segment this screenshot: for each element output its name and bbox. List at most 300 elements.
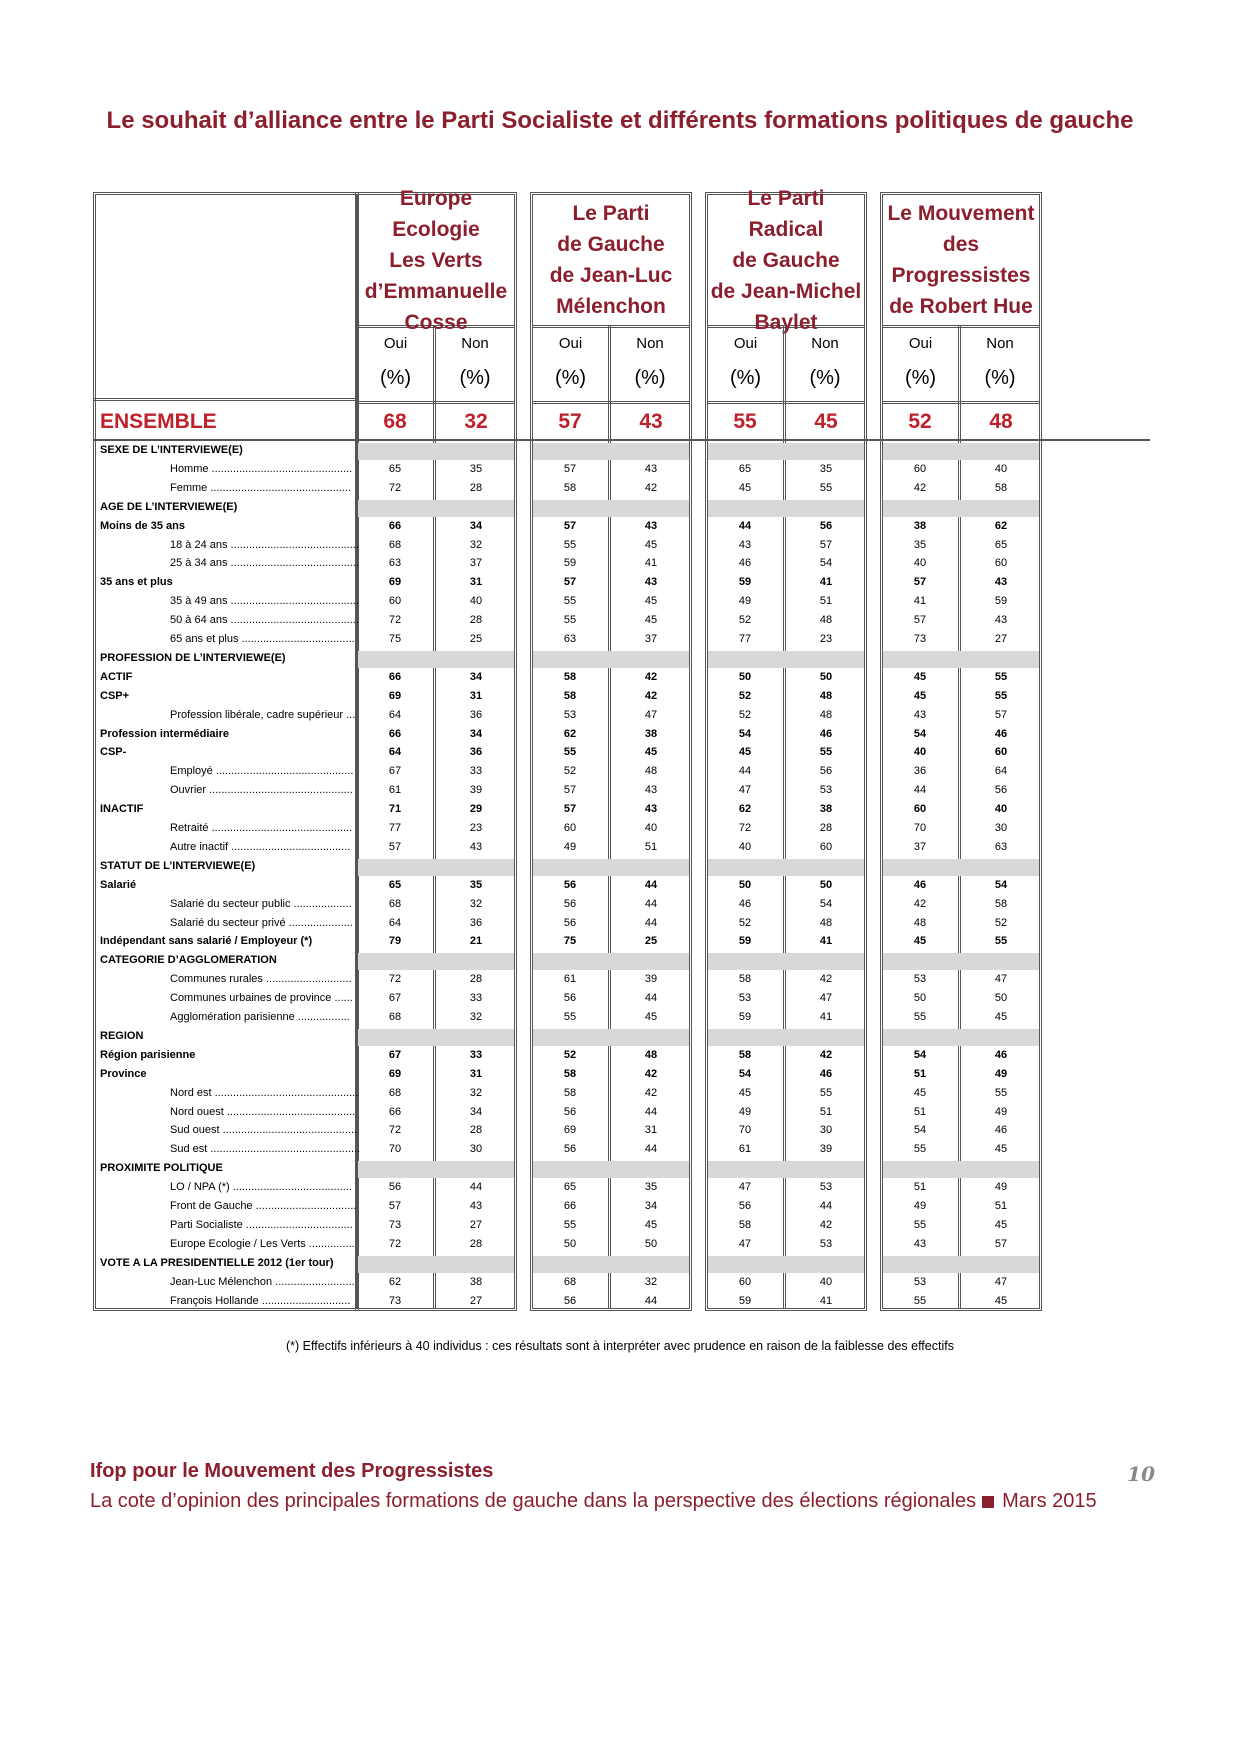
row-label: Jean-Luc Mélenchon .......................... <box>170 1275 355 1288</box>
cell-value: 56 <box>563 897 577 910</box>
section-shade <box>358 953 514 970</box>
percent-label: (%) <box>809 367 841 389</box>
non-label: Non <box>461 335 489 352</box>
row-label: Europe Ecologie / Les Verts ............... <box>170 1237 355 1250</box>
cell-value: 46 <box>994 727 1008 740</box>
group-label: CSP+ <box>100 689 130 702</box>
oui-header <box>708 325 786 401</box>
cell-value: 58 <box>563 689 577 702</box>
cell-value: 48 <box>644 765 658 778</box>
cell-value: 44 <box>644 992 658 1005</box>
cell-value: 63 <box>994 840 1008 853</box>
cell-value: 43 <box>913 1237 927 1250</box>
cell-value: 33 <box>469 992 483 1005</box>
section-shade <box>533 1029 689 1046</box>
row-label: Employé ............................................. <box>170 765 354 778</box>
cell-value: 36 <box>469 916 483 929</box>
cell-value: 52 <box>563 765 577 778</box>
cell-value: 34 <box>469 727 483 740</box>
cell-value: 49 <box>563 840 577 853</box>
cell-value: 44 <box>644 916 658 929</box>
cell-value: 56 <box>388 1181 402 1194</box>
cell-value: 28 <box>469 614 483 627</box>
cell-value: 45 <box>644 538 658 551</box>
ensemble-value: 32 <box>464 410 488 433</box>
cell-value: 69 <box>388 576 402 589</box>
page-number: 10 <box>1127 1462 1155 1486</box>
cell-value: 60 <box>388 595 402 608</box>
cell-value: 60 <box>563 822 577 834</box>
cell-value: 27 <box>469 1218 483 1231</box>
section-shade <box>708 500 864 517</box>
cell-value: 55 <box>994 670 1008 683</box>
group-label: Profession intermédiaire <box>100 727 229 740</box>
cell-value: 66 <box>388 519 402 532</box>
cell-value: 58 <box>994 481 1008 494</box>
cell-value: 32 <box>644 1275 658 1288</box>
column-header <box>358 186 514 334</box>
cell-value: 31 <box>469 576 483 589</box>
cell-value: 45 <box>644 1218 658 1231</box>
cell-value: 49 <box>738 1105 752 1118</box>
cell-value: 41 <box>819 1011 833 1023</box>
footer-study-title: La cote d’opinion des principales formations de gauche dans la perspective des élections régionales <box>90 1490 977 1512</box>
section-shade <box>708 953 864 970</box>
column-header-line: d’Emmanuelle <box>364 279 508 303</box>
row-label: Sud ouest ............................................ <box>170 1124 358 1137</box>
cell-value: 41 <box>819 1294 833 1307</box>
cell-value: 45 <box>913 935 927 948</box>
cell-value: 68 <box>388 1086 402 1099</box>
column-header-line: Le Parti <box>572 202 650 225</box>
cell-value: 58 <box>563 670 577 683</box>
cell-value: 44 <box>469 1181 483 1194</box>
cell-value: 27 <box>994 633 1008 645</box>
ensemble-value: 45 <box>814 410 838 433</box>
row-label: LO / NPA (*) ....................................... <box>170 1181 352 1194</box>
cell-value: 43 <box>469 840 483 853</box>
section-shade <box>883 500 1039 517</box>
cell-value: 43 <box>738 538 752 551</box>
cell-value: 52 <box>994 916 1008 929</box>
percent-label: (%) <box>984 367 1016 389</box>
cell-value: 55 <box>913 1143 927 1156</box>
cell-value: 45 <box>994 1011 1008 1023</box>
cell-value: 33 <box>469 1048 483 1061</box>
cell-value: 55 <box>913 1011 927 1023</box>
cell-value: 42 <box>644 689 658 702</box>
cell-value: 47 <box>994 1275 1008 1288</box>
cell-value: 57 <box>819 538 833 551</box>
cell-value: 34 <box>469 670 483 683</box>
sub-header <box>883 325 1039 404</box>
row-label: Nord est ............................................... <box>170 1086 359 1099</box>
cell-value: 55 <box>563 746 577 759</box>
cell-value: 57 <box>388 1200 402 1212</box>
cell-value: 57 <box>563 576 577 589</box>
cell-value: 21 <box>469 935 483 948</box>
cell-value: 37 <box>644 633 658 645</box>
row-label: Agglomération parisienne ................. <box>170 1011 350 1023</box>
cell-value: 35 <box>644 1181 658 1194</box>
ensemble-value: 57 <box>558 410 582 433</box>
cell-value: 45 <box>913 1086 927 1099</box>
cell-value: 54 <box>913 1124 927 1137</box>
cell-value: 47 <box>738 1181 752 1194</box>
cell-value: 32 <box>469 1011 483 1023</box>
label-header-separator <box>93 398 359 401</box>
percent-label: (%) <box>459 367 491 389</box>
cell-value: 45 <box>738 481 752 494</box>
cell-value: 49 <box>994 1067 1008 1080</box>
cell-value: 60 <box>738 1275 752 1288</box>
section-shade <box>533 859 689 876</box>
cell-value: 50 <box>563 1237 577 1250</box>
section-shade <box>883 443 1039 460</box>
cell-value: 68 <box>563 1275 577 1288</box>
cell-value: 51 <box>994 1200 1008 1212</box>
column-header-line: des Progressistes <box>891 233 1031 287</box>
cell-value: 54 <box>738 727 752 740</box>
oui-label: Oui <box>383 335 408 352</box>
group-label: ACTIF <box>100 670 133 683</box>
group-label: CSP- <box>100 746 127 759</box>
cell-value: 40 <box>994 803 1008 816</box>
cell-value: 53 <box>819 784 833 797</box>
row-label: Retraité .............................................. <box>170 822 353 834</box>
row-label: Ouvrier ............................................... <box>170 784 353 797</box>
cell-value: 44 <box>644 897 658 910</box>
cell-value: 54 <box>913 727 927 740</box>
cell-value: 43 <box>469 1200 483 1212</box>
cell-value: 31 <box>469 689 483 702</box>
cell-value: 72 <box>738 822 752 834</box>
group-label: Moins de 35 ans <box>100 519 185 532</box>
row-label: 65 ans et plus ..................................... <box>170 633 355 645</box>
cell-value: 50 <box>738 878 752 891</box>
column-header-line: Les Verts <box>389 248 483 272</box>
cell-value: 46 <box>913 878 927 891</box>
group-label: Province <box>100 1067 147 1080</box>
cell-value: 65 <box>388 878 402 891</box>
cell-value: 31 <box>644 1124 658 1137</box>
cell-value: 61 <box>388 784 402 797</box>
row-label: Profession libérale, cadre supérieur ... <box>170 708 356 721</box>
cell-value: 65 <box>563 1181 577 1194</box>
cell-value: 57 <box>563 784 577 797</box>
cell-value: 32 <box>469 538 483 551</box>
cell-value: 38 <box>644 727 658 740</box>
cell-value: 67 <box>388 992 402 1005</box>
row-label: 25 à 34 ans .......................................... <box>170 557 359 570</box>
cell-value: 60 <box>994 746 1008 759</box>
cell-value: 68 <box>388 1011 402 1023</box>
cell-value: 41 <box>913 595 927 608</box>
section-shade <box>708 651 864 668</box>
cell-value: 43 <box>644 462 658 475</box>
column-header-line: de Gauche <box>732 248 840 272</box>
cell-value: 50 <box>913 992 927 1005</box>
cell-value: 53 <box>819 1181 833 1194</box>
column-header-line: Le Parti Radical <box>747 186 825 241</box>
cell-value: 28 <box>469 1124 483 1137</box>
cell-value: 53 <box>563 708 577 721</box>
cell-value: 46 <box>994 1048 1008 1061</box>
cell-value: 68 <box>388 897 402 910</box>
cell-value: 45 <box>644 614 658 627</box>
cell-value: 67 <box>388 765 402 778</box>
cell-value: 44 <box>913 784 927 797</box>
cell-value: 43 <box>994 614 1008 627</box>
cell-value: 59 <box>738 935 752 948</box>
non-label: Non <box>636 335 664 352</box>
sub-header <box>358 325 514 404</box>
cell-value: 57 <box>563 462 577 475</box>
cell-value: 46 <box>819 1067 833 1080</box>
cell-value: 72 <box>388 614 402 627</box>
cell-value: 56 <box>563 878 577 891</box>
cell-value: 70 <box>738 1124 752 1137</box>
cell-value: 35 <box>913 538 927 551</box>
percent-label: (%) <box>634 367 666 389</box>
cell-value: 55 <box>913 1218 927 1231</box>
cell-value: 57 <box>994 1237 1008 1250</box>
section-shade <box>533 1256 689 1273</box>
cell-value: 53 <box>913 1275 927 1288</box>
section-heading: PROXIMITE POLITIQUE <box>100 1162 223 1175</box>
cell-value: 56 <box>819 519 833 532</box>
cell-value: 70 <box>388 1143 402 1156</box>
cell-value: 57 <box>563 519 577 532</box>
cell-value: 49 <box>994 1105 1008 1118</box>
column-header <box>708 186 864 334</box>
cell-value: 45 <box>644 595 658 608</box>
cell-value: 58 <box>563 481 577 494</box>
cell-value: 44 <box>738 519 752 532</box>
cell-value: 56 <box>563 992 577 1005</box>
section-heading: SEXE DE L’INTERVIEWE(E) <box>100 444 243 456</box>
section-heading: PROFESSION DE L’INTERVIEWE(E) <box>100 651 286 664</box>
column-header-line: de Jean-Michel <box>710 279 862 303</box>
group-label: Salarié <box>100 878 137 891</box>
cell-value: 50 <box>819 670 833 683</box>
cell-value: 55 <box>563 595 577 608</box>
cell-value: 64 <box>388 916 402 929</box>
row-label: Salarié du secteur privé ..................... <box>170 916 353 929</box>
section-shade <box>883 1161 1039 1178</box>
cell-value: 45 <box>738 746 752 759</box>
cell-value: 65 <box>388 462 402 475</box>
oui-label: Oui <box>908 335 933 352</box>
cell-value: 27 <box>469 1294 483 1307</box>
section-shade <box>883 1029 1039 1046</box>
cell-value: 55 <box>819 746 833 759</box>
group-label: Indépendant sans salarié / Employeur (*) <box>100 935 313 948</box>
row-label: Front de Gauche ................................. <box>170 1200 357 1212</box>
cell-value: 55 <box>913 1294 927 1307</box>
ensemble-separator <box>93 439 1150 441</box>
section-heading: STATUT DE L’INTERVIEWE(E) <box>100 859 256 872</box>
cell-value: 50 <box>738 670 752 683</box>
cell-value: 77 <box>388 822 402 834</box>
cell-value: 40 <box>913 746 927 759</box>
cell-value: 69 <box>388 689 402 702</box>
cell-value: 34 <box>644 1200 658 1212</box>
cell-value: 75 <box>563 935 577 948</box>
cell-value: 39 <box>469 784 483 797</box>
cell-value: 46 <box>994 1124 1008 1137</box>
cell-value: 69 <box>388 1067 402 1080</box>
cell-value: 40 <box>469 595 483 608</box>
cell-value: 49 <box>994 1181 1008 1194</box>
cell-value: 42 <box>819 973 833 986</box>
cell-value: 43 <box>913 708 927 721</box>
section-shade <box>358 651 514 668</box>
cell-value: 42 <box>644 670 658 683</box>
cell-value: 52 <box>738 614 752 627</box>
cell-value: 58 <box>994 897 1008 910</box>
cell-value: 38 <box>913 519 927 532</box>
cell-value: 57 <box>388 840 402 853</box>
cell-value: 35 <box>469 462 483 475</box>
row-label: Sud est ................................................. <box>170 1143 361 1156</box>
cell-value: 54 <box>994 878 1008 891</box>
cell-value: 25 <box>644 935 658 948</box>
cell-value: 41 <box>819 935 833 948</box>
cell-value: 44 <box>819 1200 833 1212</box>
oui-header <box>533 325 611 401</box>
cell-value: 55 <box>563 1218 577 1231</box>
cell-value: 32 <box>469 1086 483 1099</box>
cell-value: 57 <box>913 576 927 589</box>
cell-value: 36 <box>913 765 927 778</box>
cell-value: 34 <box>469 1105 483 1118</box>
footnote: (*) Effectifs inférieurs à 40 individus : ces résultats sont à interpréter avec prudence en raison de la faiblesse des effectifs <box>286 1339 954 1353</box>
cell-value: 35 <box>819 462 833 475</box>
cell-value: 56 <box>819 765 833 778</box>
section-heading: REGION <box>100 1029 144 1042</box>
cell-value: 45 <box>994 1218 1008 1231</box>
column-header-line: de Robert Hue <box>889 295 1033 318</box>
cell-value: 43 <box>644 784 658 797</box>
cell-value: 70 <box>913 822 927 834</box>
section-shade <box>533 1161 689 1178</box>
cell-value: 51 <box>913 1067 927 1080</box>
cell-value: 75 <box>388 633 402 645</box>
cell-value: 53 <box>819 1237 833 1250</box>
section-heading: VOTE A LA PRESIDENTIELLE 2012 (1er tour) <box>100 1256 334 1269</box>
cell-value: 60 <box>819 840 833 853</box>
section-shade <box>708 443 864 460</box>
cell-value: 34 <box>469 519 483 532</box>
cell-value: 47 <box>819 992 833 1005</box>
cell-value: 77 <box>738 633 752 645</box>
cell-value: 45 <box>738 1086 752 1099</box>
cell-value: 33 <box>469 765 483 778</box>
cell-value: 56 <box>563 1294 577 1307</box>
section-shade <box>358 443 514 460</box>
column-header <box>533 195 689 328</box>
row-label: 35 à 49 ans .......................................... <box>170 595 359 608</box>
square-bullet-icon <box>982 1496 994 1508</box>
cell-value: 41 <box>819 576 833 589</box>
section-shade <box>883 1256 1039 1273</box>
cell-value: 42 <box>819 1218 833 1231</box>
percent-label: (%) <box>904 367 937 389</box>
cell-value: 44 <box>738 765 752 778</box>
cell-value: 52 <box>738 689 752 702</box>
cell-value: 45 <box>994 1294 1008 1307</box>
cell-value: 58 <box>563 1086 577 1099</box>
cell-value: 62 <box>994 519 1008 532</box>
cell-value: 45 <box>994 1143 1008 1156</box>
section-shade <box>533 651 689 668</box>
cell-value: 65 <box>738 462 752 475</box>
cell-value: 28 <box>469 973 483 986</box>
cell-value: 60 <box>994 557 1008 570</box>
section-shade <box>358 1161 514 1178</box>
cell-value: 59 <box>738 576 752 589</box>
cell-value: 42 <box>819 1048 833 1061</box>
cell-value: 61 <box>563 973 577 986</box>
cell-value: 63 <box>563 633 577 645</box>
cell-value: 59 <box>738 1294 752 1307</box>
cell-value: 63 <box>388 557 402 570</box>
row-label: Communes urbaines de province ...... <box>170 992 353 1005</box>
section-shade <box>708 859 864 876</box>
column-header-line: Cosse <box>404 310 468 334</box>
cell-value: 45 <box>913 689 927 702</box>
cell-value: 62 <box>563 727 577 740</box>
cell-value: 66 <box>388 727 402 740</box>
cell-value: 68 <box>388 538 402 551</box>
column-header <box>883 195 1039 328</box>
cell-value: 48 <box>644 1048 658 1061</box>
cell-value: 55 <box>819 481 833 494</box>
group-label: Région parisienne <box>100 1048 196 1061</box>
section-shade <box>883 953 1039 970</box>
cell-value: 79 <box>388 935 402 948</box>
cell-value: 28 <box>469 481 483 494</box>
footer-date: Mars 2015 <box>1002 1490 1097 1512</box>
non-header <box>786 325 864 401</box>
cell-value: 73 <box>388 1218 402 1231</box>
cell-value: 57 <box>563 803 577 816</box>
non-label: Non <box>811 335 839 352</box>
cell-value: 53 <box>913 973 927 986</box>
cell-value: 58 <box>738 973 752 986</box>
cell-value: 55 <box>819 1086 833 1099</box>
cell-value: 39 <box>819 1143 833 1156</box>
cell-value: 54 <box>913 1048 927 1061</box>
cell-value: 40 <box>994 462 1008 475</box>
cell-value: 72 <box>388 1124 402 1137</box>
cell-value: 30 <box>994 822 1008 834</box>
oui-header <box>358 325 436 401</box>
column-header-line: de Jean-Luc <box>549 264 673 287</box>
non-header <box>611 325 689 401</box>
row-label: Homme .............................................. <box>170 462 353 475</box>
cell-value: 52 <box>563 1048 577 1061</box>
percent-label: (%) <box>729 367 762 389</box>
cell-value: 62 <box>738 803 752 816</box>
cell-value: 37 <box>469 557 483 570</box>
cell-value: 48 <box>819 614 833 627</box>
cell-value: 55 <box>994 935 1008 948</box>
cell-value: 47 <box>738 784 752 797</box>
cell-value: 58 <box>738 1048 752 1061</box>
cell-value: 32 <box>469 897 483 910</box>
